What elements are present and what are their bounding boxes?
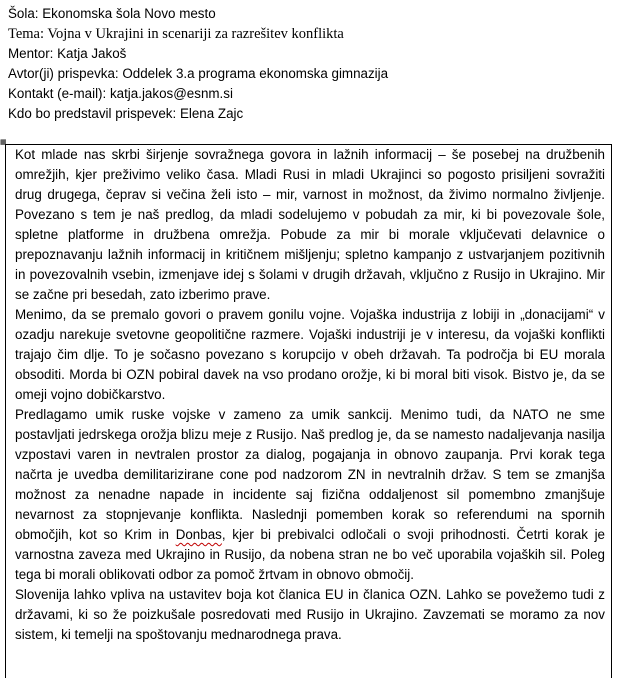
paragraph-3-start: Predlagamo umik ruske vojske v zameno za umik sankcij. Menimo tudi, da NATO ne sme postavljati jedrskega orožja blizu meje z Rusijo. Naš predlog je, da se namesto nadaljevanja nasilja vzpostavi varen in nevtralen prostor za dialog, pogajanja in obnovo zaupanja. Prvi korak tega načrta je uvedba demilitarizirane cone pod nadzorom ZN in nevtralnih držav. S tem se zmanjša možnost za nenadne napade in incidente saj fizična oddaljenost sil pomembno zmanjšuje nevarnost za stopnjevanje konflikta. Naslednji pomemben korak so referendumi na spornih območjih, kot so Krim in bbox=[15, 407, 605, 542]
authors-line: Avtor(ji) prispevka: Oddelek 3.a programa ekonomska gimnazija bbox=[8, 66, 389, 81]
paragraph-3 bbox=[15, 405, 605, 585]
presenter-line: Kdo bo predstavil prispevek: Elena Zajc bbox=[8, 106, 244, 121]
paragraph-4: Slovenija lahko vpliva na ustavitev boja kot članica EU in članica OZN. Lahko se povežemo tudi z državami, ki so že poizkušale posredovati med Rusijo in Ukrajino. Zavzemati se moramo za nov sistem, ki temelji na spoštovanju mednarodnega prava. bbox=[15, 587, 605, 642]
text-box-content[interactable] bbox=[15, 145, 605, 645]
school-line: Šola: Ekonomska šola Novo mesto bbox=[8, 6, 216, 21]
paragraph-3-end: , kjer bi prebivalci odločali o svoji prihodnosti. Četrti korak je varnostna zaveza med Ukrajino in Rusijo, da nobena stran ne bo več uporabila vojaških sil. Poleg tega bi morali oblikovati odbor za pomoč žrtvam in obnovo območij. bbox=[15, 527, 605, 582]
table-move-handle-icon[interactable]: ▦ bbox=[0, 138, 7, 146]
document-header bbox=[8, 4, 388, 124]
mentor-line: Mentor: Katja Jakoš bbox=[8, 46, 127, 61]
topic-line: Tema: Vojna v Ukrajini in scenariji za razrešitev konflikta bbox=[8, 26, 344, 42]
contact-line: Kontakt (e-mail): katja.jakos@esnm.si bbox=[8, 86, 233, 101]
text-box[interactable] bbox=[0, 138, 612, 678]
paragraph-2: Menimo, da se premalo govori o pravem gonilu vojne. Vojaška industrija z lobiji in „donacijami“ v ozadju narekuje svetovne geopolitične razmere. Vojaški industriji je v interesu, da vojaški konflikti trajajo čim dlje. To je sočasno povezano s korupcijo v obeh državah. Ta področja bi EU morala obsoditi. Morda bi OZN pobiral davek na vso prodano orožje, ki bi moral biti visok. Bistvo je, da se omeji vojno dobičkarstvo. bbox=[15, 307, 605, 402]
paragraph-1: Kot mlade nas skrbi širjenje sovražnega govora in lažnih informacij – še posebej na družbenih omrežjih, kjer preživimo veliko časa. Mladi Rusi in mladi Ukrajinci so pogosto prisiljeni sovražiti drug drugega, čeprav si večina želi isto – mir, varnost in možnost, da živimo normalno življenje. Povezano s tem je naš predlog, da mladi sodelujemo v pobudah za mir, ki bi povezovale šole, spletne platforme in družbena omrežja. Pobude za mir bi morale vključevati delavnice o prepoznavanju lažnih informacij in kritičnem mišljenju; spletno kampanjo z ustvarjanjem pozitivnih in povezovalnih vsebin, izmenjave idej s šolami v drugih državah, vključno z Rusijo in Ukrajino. Mir se začne pri besedah, zato izberimo prave. bbox=[15, 147, 605, 302]
spellcheck-flagged-word[interactable]: Donbas bbox=[175, 527, 222, 542]
